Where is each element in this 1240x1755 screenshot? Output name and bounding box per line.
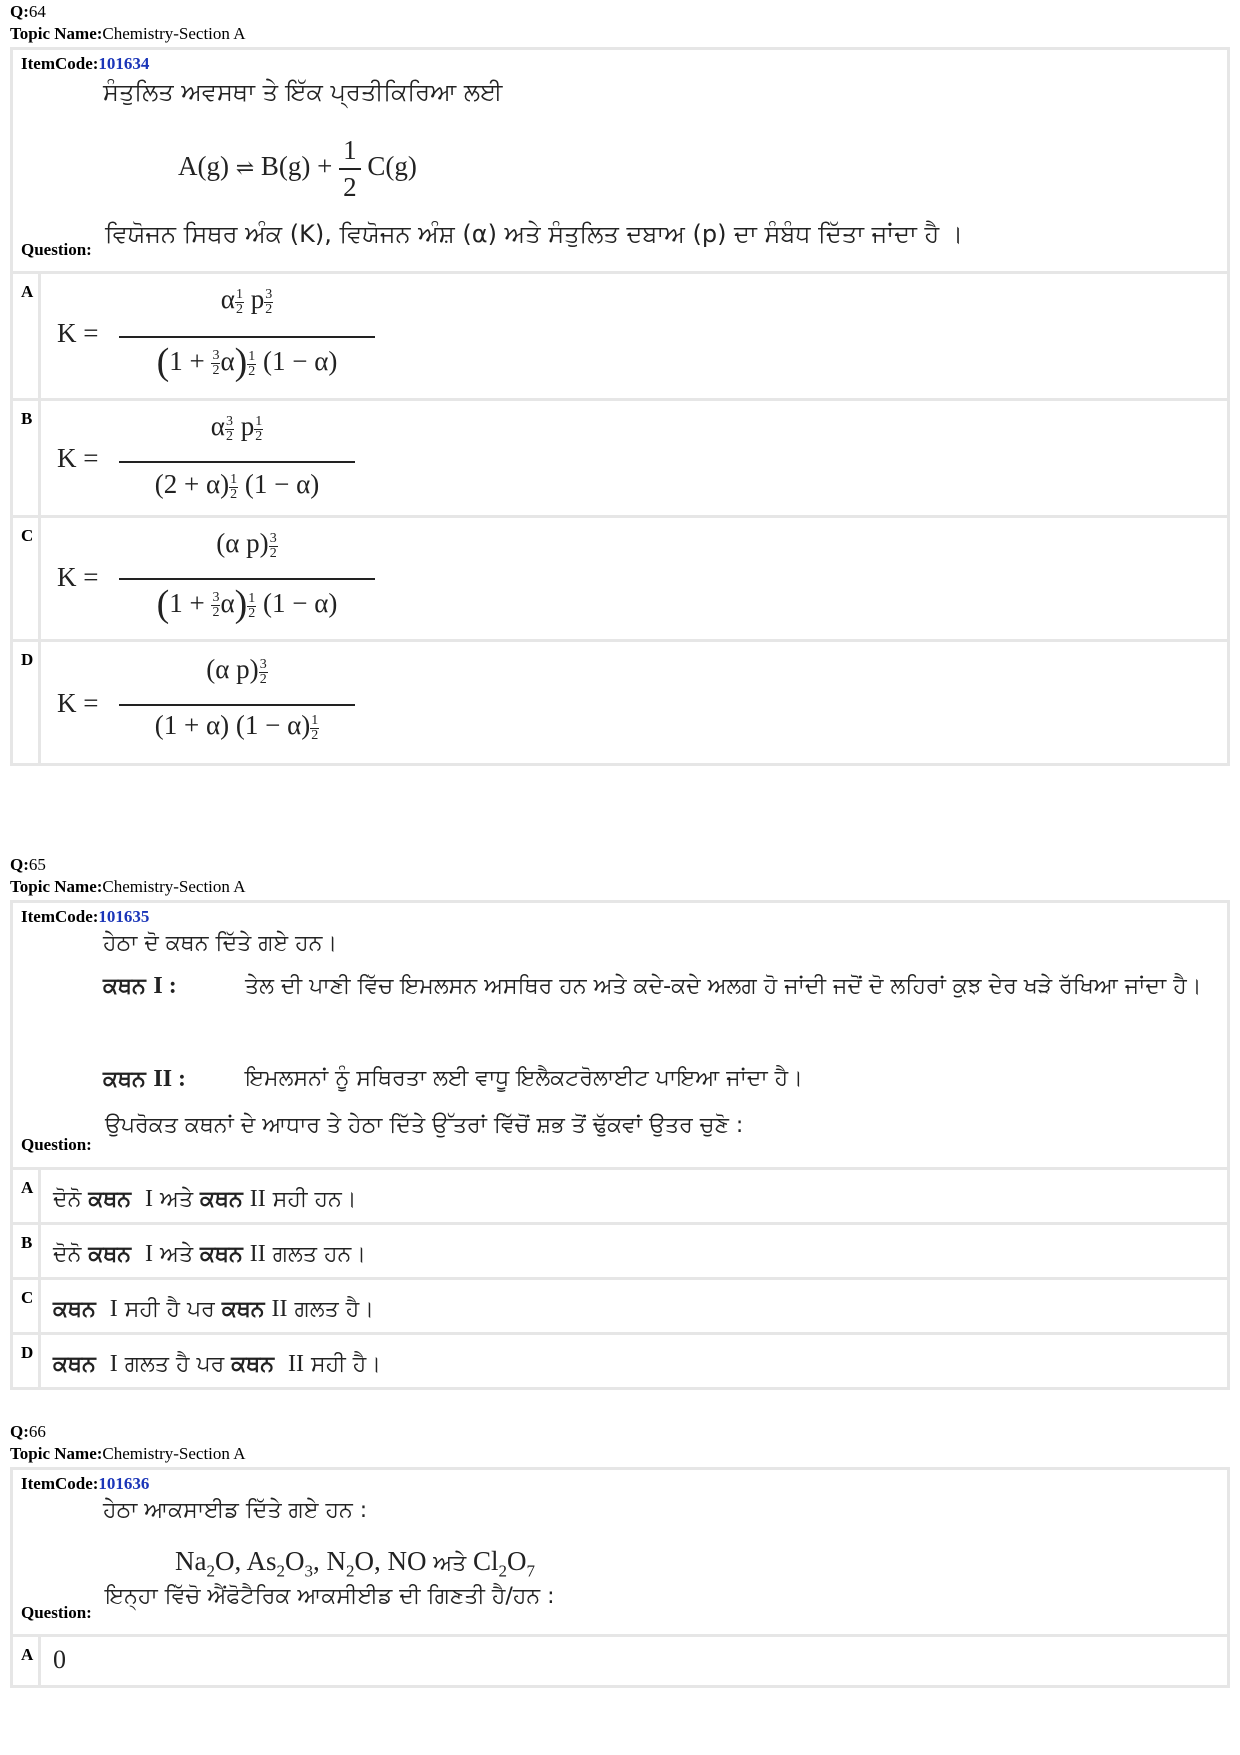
question-label: Question:	[21, 1603, 92, 1622]
question-label: Question:	[21, 240, 92, 259]
topic-line: Topic Name:Chemistry-Section A	[10, 1444, 246, 1463]
option-d[interactable]	[13, 1335, 1227, 1387]
question-stem	[13, 50, 1227, 274]
oxides-list: $Na_2O$, $As_2O_3$, $N_2O$, NO ਅਤੇ $Cl_2O_7$	[175, 1546, 536, 1581]
question-box	[10, 900, 1230, 1390]
option-formula: K = (α p) $\frac{3}{2}$ (1 + α) (1 − α) $\frac{1}{2}$	[41, 642, 1227, 763]
question-number: Q:65	[10, 855, 46, 874]
option-b[interactable]	[13, 1225, 1227, 1280]
question-text: ਇਨ੍ਹਾ ਵਿੱਚੋ ਐਂਫੋਟੈਰਿਕ ਆਕਸੀਈਡ ਦੀ ਗਿਣਤੀ ਹੈ/ਹਨ :	[105, 1584, 555, 1609]
option-a[interactable]	[13, 274, 1227, 401]
question-number: Q:64	[10, 2, 46, 21]
option-label: C	[13, 518, 41, 639]
option-text: 0	[53, 1645, 66, 1674]
question-65	[10, 853, 1230, 1390]
option-formula: K = α $\frac{3}{2}$ p $\frac{1}{2}$ (2 + α) $\frac{1}{2}$ (1 − α)	[41, 401, 1227, 515]
option-c[interactable]	[13, 518, 1227, 642]
topic-line: Topic Name:Chemistry-Section A	[10, 877, 246, 896]
question-text: ਉਪਰੋਕਤ ਕਥਨਾਂ ਦੇ ਆਧਾਰ ਤੇ ਹੇਠਾ ਦਿੱਤੇ ਉੱਤਰਾਂ ਵਿੱਚੋਂ ਸ਼ਭ ਤੋਂ ਢੁੱਕਵਾਂ ਉਤਰ ਚੁਣੋ :	[105, 1113, 744, 1138]
option-label: A	[13, 1170, 41, 1222]
question-stem	[13, 903, 1227, 1170]
option-text: ਕਥਨ I ਸਹੀ ਹੈ ਪਰ ਕਥਨ II ਗਲਤ ਹੈ।	[53, 1296, 375, 1322]
question-label: Question:	[21, 1135, 92, 1154]
option-label: A	[13, 274, 41, 398]
option-formula: K = (α p) $\frac{3}{2}$ (1 + $\frac{3}{2}$ α) $\frac{1}{2}$ (1 − α)	[41, 518, 1227, 639]
option-label: D	[13, 642, 41, 763]
option-a[interactable]	[13, 1637, 1227, 1685]
option-c[interactable]	[13, 1280, 1227, 1335]
intro-text: ਹੇਠਾ ਆਕਸਾਈਡ ਦਿੱਤੇ ਗਏ ਹਨ :	[103, 1498, 368, 1523]
intro-text: ਸੰਤੁਲਿਤ ਅਵਸਥਾ ਤੇ ਇੱਕ ਪ੍ਰਤੀਕਿਰਿਆ ਲਈ	[103, 78, 503, 106]
option-d[interactable]	[13, 642, 1227, 763]
option-label: A	[13, 1637, 41, 1685]
option-text: ਦੋਨੋ ਕਥਨ I ਅਤੇ ਕਥਨ II ਸਹੀ ਹਨ।	[53, 1186, 357, 1212]
intro-text: ਹੇਠਾ ਦੋ ਕਥਨ ਦਿੱਤੇ ਗਏ ਹਨ।	[103, 931, 338, 956]
option-a[interactable]	[13, 1170, 1227, 1225]
statement-2: ਕਥਨ II : ਇਮਲਸਨਾਂ ਨੂੰ ਸਥਿਰਤਾ ਲਈ ਵਾਧੂ ਇਲੈਕਟਰੋਲਾਈਟ ਪਾਇਆ ਜਾਂਦਾ ਹੈ।	[103, 1066, 803, 1092]
option-text: ਕਥਨ I ਗਲਤ ਹੈ ਪਰ ਕਥਨ II ਸਹੀ ਹੈ।	[53, 1351, 382, 1377]
question-stem	[13, 1470, 1227, 1637]
option-formula: K = α $\frac{1}{2}$ p $\frac{3}{2}$ (1 + $\frac{3}{2}$ α) $\frac{1}{2}$ (1 − α)	[41, 274, 1227, 398]
question-64	[10, 0, 1230, 766]
topic-line: Topic Name:Chemistry-Section A	[10, 24, 246, 43]
question-box	[10, 47, 1230, 766]
question-box	[10, 1467, 1230, 1688]
reaction-equation: A(g) ⇌ B(g) + $\frac{1}{2}$ C(g)	[178, 135, 417, 202]
question-66	[10, 1420, 1230, 1688]
question-text: ਵਿਯੋਜਨ ਸਿਥਰ ਅੰਕ (K), ਵਿਯੋਜਨ ਅੰਸ਼ (α) ਅਤੇ ਸੰਤੁਲਿਤ ਦਬਾਅ (p) ਦਾ ਸੰਬੰਧ ਦਿੱਤਾ ਜਾਂਦਾ ਹੈ ।	[105, 220, 964, 248]
item-code: ItemCode:101635	[21, 907, 150, 926]
question-number: Q:66	[10, 1422, 46, 1441]
option-label: B	[13, 401, 41, 515]
item-code: ItemCode:101634	[21, 54, 150, 73]
statement-1: ਕਥਨ I : ਤੇਲ ਦੀ ਪਾਣੀ ਵਿੱਚ ਇਮਲਸਨ ਅਸਥਿਰ ਹਨ ਅਤੇ ਕਦੇ-ਕਦੇ ਅਲਗ ਹੋ ਜਾਂਦੀ ਜਦੋਂ ਦੋ ਲਹਿਰਾਂ ਕੁਝ ਦੇਰ ਖੜੇ ਰੱਖਿਆ ਜਾਂਦਾ ਹੈ।	[103, 973, 1202, 999]
option-text: ਦੋਨੋ ਕਥਨ I ਅਤੇ ਕਥਨ II ਗਲਤ ਹਨ।	[53, 1241, 367, 1267]
option-label: B	[13, 1225, 41, 1277]
option-label: D	[13, 1335, 41, 1387]
item-code: ItemCode:101636	[21, 1474, 150, 1493]
option-label: C	[13, 1280, 41, 1332]
option-b[interactable]	[13, 401, 1227, 518]
